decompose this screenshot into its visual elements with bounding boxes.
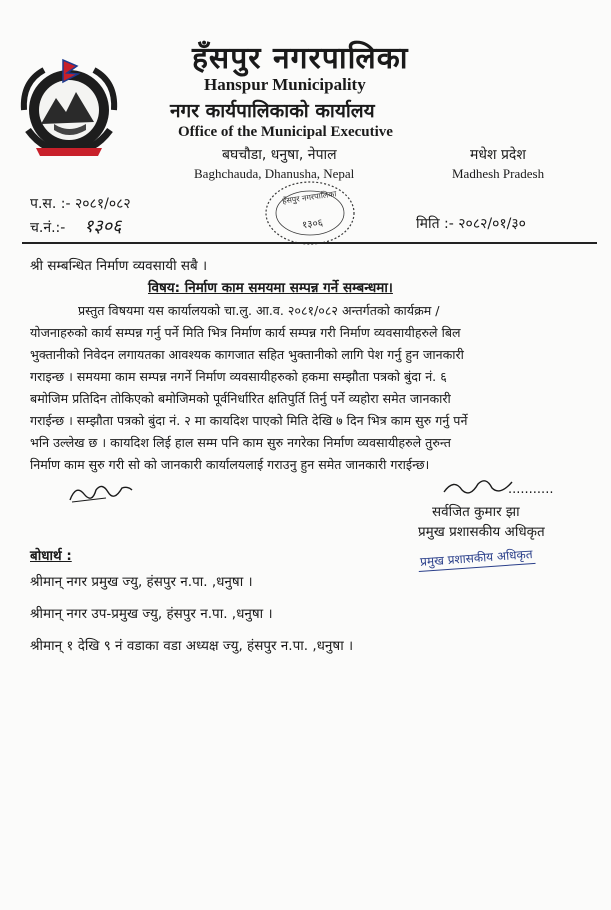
officer-title: प्रमुख प्रशासकीय अधिकृत [418,524,545,540]
body-line-2: योजनाहरुको कार्य सम्पन्न गर्नु पर्ने मिति भित्र निर्माण कार्य सम्पन्न गरी निर्माण व्यवसायीहरुले बिल [30,325,461,340]
dispatch-number-handwritten: १३०६ [84,216,122,237]
officer-name: सर्वजित कुमार झा [432,504,520,520]
body-line-6: गराईन्छ । सम्झौता पत्रको बुंदा नं. २ मा कायदिश पाएको मिति देखि ७ दिन भित्र काम सुरु गर्नु पर्ने [30,413,468,428]
office-devanagari: नगर कार्यपालिकाको कार्यालय [170,100,375,122]
address-english: Baghchauda, Dhanusha, Nepal [194,166,355,181]
fiscal-year-reference: प.स. :- २०८१/०८२ [30,196,131,212]
title-devanagari: हँसपुर नगरपालिका [192,41,409,76]
province-devanagari: मधेश प्रदेश [470,147,526,163]
cc-line-ward-chairs: श्रीमान् १ देखि ९ नं वडाका वडा अध्यक्ष ज्यु, हंसपुर न.पा. ,धनुषा । [30,638,354,654]
body-line-3: भुक्तानीको निवेदन लगायतका आवश्यक कागजात सहित भुक्तानीको लागि पेश गर्नु हुन जानकारी [30,347,464,362]
address-devanagari: बघचौडा, धनुषा, नेपाल [222,147,337,163]
dispatch-stamp [262,178,358,248]
header-divider [22,242,597,244]
signature-dots: ........... [508,482,554,497]
cc-heading: बोधार्थ : [30,548,72,564]
officer-seal: प्रमुख प्रशासकीय अधिकृत [417,544,535,572]
subject-line: विषय: निर्माण काम समयमा सम्पन्न गर्ने सम्बन्धमा। [148,280,393,296]
initials-signature [66,478,136,506]
body-line-5: बमोजिम प्रतिदिन तोकिएको बमोजिमको पूर्वनिर्धारित क्षतिपुर्ति तिर्नु पर्ने व्यहोरा समेत जानकारी [30,391,451,406]
stamp-text: हँसपुर नगरपालिका [281,189,337,206]
body-line-7: भनि उल्लेख छ । कायदिश लिई हाल सम्म पनि काम सुरु नगरेका निर्माण व्यवसायीहरुले तुरुन्त [30,435,451,450]
cc-line-deputy-mayor: श्रीमान् नगर उप-प्रमुख ज्यु, हंसपुर न.पा. ,धनुषा । [30,606,273,622]
office-english: Office of the Municipal Executive [178,124,393,140]
dispatch-number-label: च.नं.:- [30,220,66,236]
title-english: Hanspur Municipality [204,75,366,94]
cc-line-mayor: श्रीमान् नगर प्रमुख ज्यु, हंसपुर न.पा. ,धनुषा । [30,574,253,590]
stamp-number: १३०६ [301,217,324,232]
recipient-line: श्री सम्बन्धित निर्माण व्यवसायी सबै । [30,258,208,274]
province-english: Madhesh Pradesh [452,166,545,181]
body-line-8: निर्माण काम सुरु गरी सो को जानकारी कार्यालयलाई गराउनु हुन समेत जानकारी गराईन्छ। [30,457,430,472]
body-line-4: गराइन्छ । समयमा काम सम्पन्न नगर्ने निर्माण व्यवसायीहरुको हकमा सम्झौता पत्रको बुंदा नं. ६ [30,369,447,384]
body-line-1: प्रस्तुत विषयमा यस कार्यालयको चा.लु. आ.व. २०८१/०८२ अन्तर्गतको कार्यक्रम / [78,303,440,318]
municipality-emblem [14,52,124,162]
date-label: मिति :- २०८२/०१/३० [416,216,526,232]
